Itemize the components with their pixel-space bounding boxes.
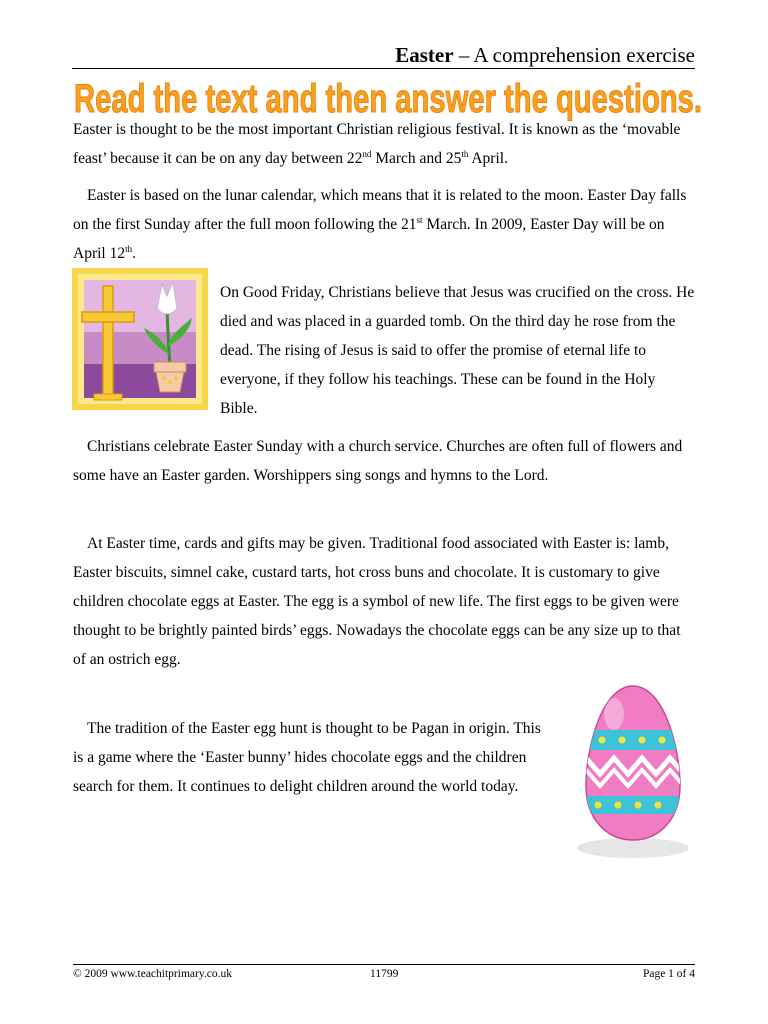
easter-egg-icon xyxy=(572,678,694,863)
page-header xyxy=(72,42,695,69)
banner-text: Read the text and then answer the questions. xyxy=(74,77,702,121)
footer-page-number: Page 1 of 4 xyxy=(642,968,695,980)
footer-copyright: © 2009 www.teachitprimary.co.uk xyxy=(73,968,232,980)
header-title-bold: Easter xyxy=(395,43,454,67)
paragraph-6: The tradition of the Easter egg hunt is thought to be Pagan in origin. This is a game where the ‘Easter bunny’ hides chocolate eggs and the children search for them. It continues to delight children around the world today. xyxy=(73,720,541,795)
footer-divider xyxy=(73,964,695,965)
paragraph-4: Christians celebrate Easter Sunday with a church service. Churches are often full of flowers and some have an Easter garden. Worshippers sing songs and hymns to the Lord. xyxy=(73,438,683,484)
cross-and-lily-icon xyxy=(72,268,208,410)
footer-resource-id: 11799 xyxy=(370,968,399,980)
paragraph-3: On Good Friday, Christians believe that Jesus was crucified on the cross. He died and was placed in a guarded tomb. On the third day he rose from the dead. The rising of Jesus is said to offer the promise of eternal life to everyone, if they follow his teachings. These can be found in the Holy Bible. xyxy=(220,284,695,417)
paragraph-5: At Easter time, cards and gifts may be given. Traditional food associated with Easter is: lamb, Easter biscuits, simnel cake, custard tarts, hot cross buns and chocolate. It is customary to give children chocolate eggs at Easter. The egg is a symbol of new life. The first eggs to be given were thought to be brightly painted birds’ eggs. Nowadays the chocolate eggs can be any size up to that of an ostrich egg. xyxy=(73,535,681,668)
paragraph-2: Easter is based on the lunar calendar, which means that it is related to the moon. Easter Day falls on the first Sunday after the full moon following the 21st March. In 2009, Easter Day will be on April 12th. xyxy=(73,187,687,262)
paragraph-1: Easter is thought to be the most important Christian religious festival. It is known as the ‘movable feast’ because it can be on any day between 22nd March and 25th April. xyxy=(73,121,681,167)
header-title-rest: – A comprehension exercise xyxy=(453,43,695,67)
